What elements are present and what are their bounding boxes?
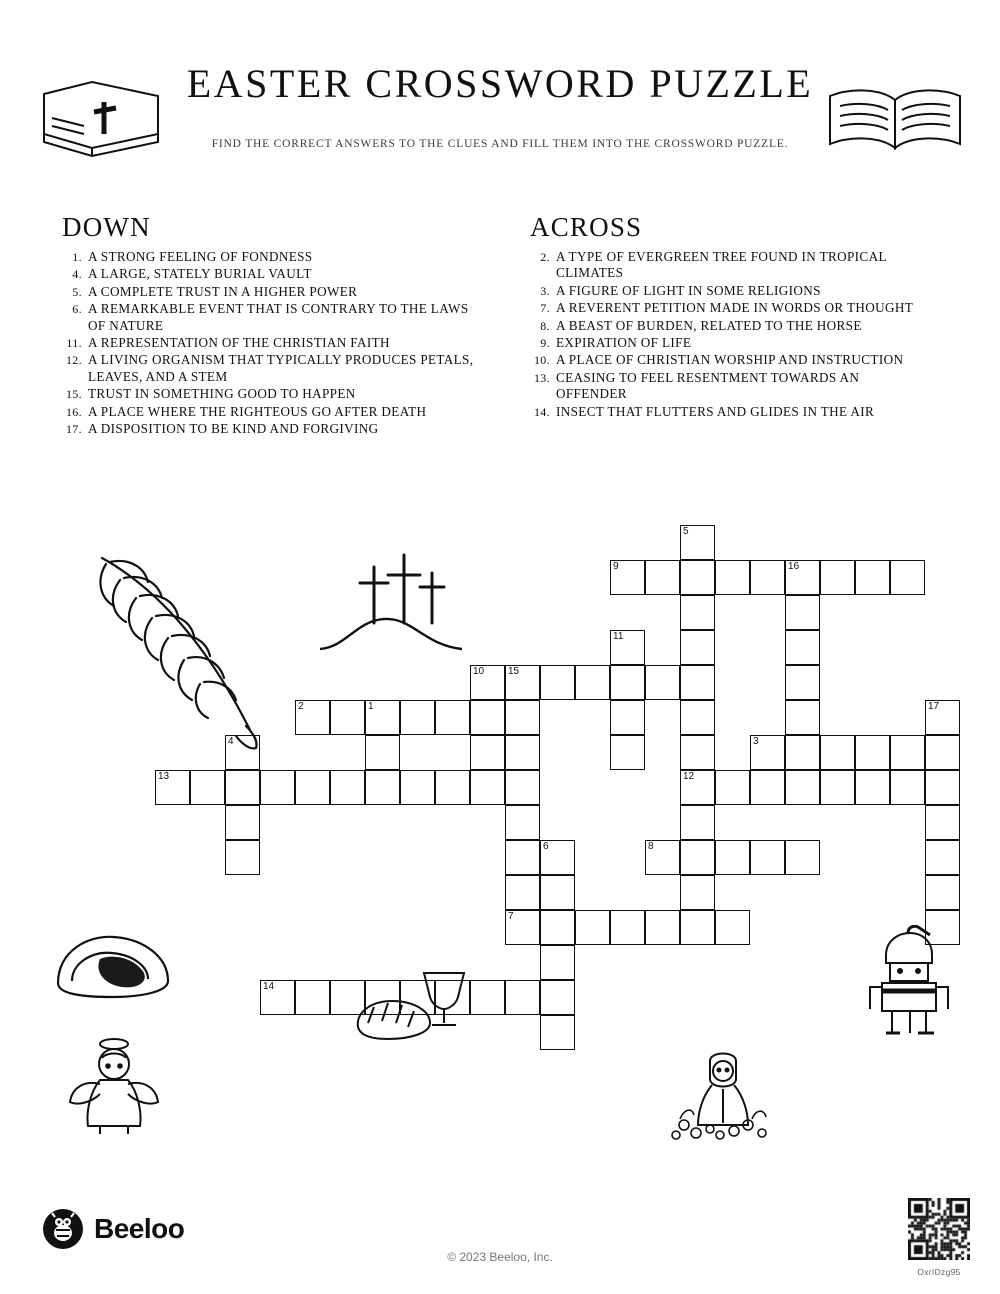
crossword-cell[interactable]	[925, 735, 960, 770]
across-heading: ACROSS	[530, 212, 643, 242]
clue-text: A REPRESENTATION OF THE CHRISTIAN FAITH	[88, 335, 390, 351]
cell-number: 15	[508, 666, 520, 677]
clue-text: A REVERENT PETITION MADE IN WORDS OR THOUGHT	[556, 300, 914, 316]
crossword-cell[interactable]	[645, 910, 680, 945]
clue-item	[530, 335, 930, 351]
crossword-cell[interactable]	[435, 700, 470, 735]
clue-number: 5.	[72, 284, 82, 299]
clue-number: 12.	[65, 353, 82, 368]
crossword-cell[interactable]	[260, 770, 295, 805]
clue-text: A PLACE WHERE THE RIGHTEOUS GO AFTER DEATH	[88, 403, 427, 419]
clue-item	[62, 301, 482, 334]
crossword-cell[interactable]	[505, 735, 540, 770]
clue-text: CEASING TO FEEL RESENTMENT TOWARDS AN OFFENDER	[556, 369, 860, 402]
cell-number: 9	[613, 561, 619, 572]
clue-text: EXPIRATION OF LIFE	[556, 335, 692, 351]
clue-number: 4.	[72, 267, 82, 282]
clue-text: A PLACE OF CHRISTIAN WORSHIP AND INSTRUCTION	[556, 352, 904, 368]
qr-code-icon[interactable]	[908, 1198, 970, 1260]
crossword-cell[interactable]	[645, 665, 680, 700]
clue-text: A BEAST OF BURDEN, RELATED TO THE HORSE	[556, 317, 862, 333]
crossword-cell[interactable]	[715, 770, 750, 805]
clue-item	[62, 352, 482, 385]
across-clue-list	[530, 249, 930, 420]
crossword-cell[interactable]	[610, 735, 645, 770]
crossword-cell[interactable]	[295, 700, 330, 735]
clue-text: A DISPOSITION TO BE KIND AND FORGIVING	[88, 421, 379, 437]
crossword-cell[interactable]	[225, 805, 260, 840]
crossword-cell[interactable]	[680, 875, 715, 910]
clue-item	[530, 318, 930, 334]
clue-number: 2.	[540, 250, 550, 264]
crossword-cell[interactable]	[680, 735, 715, 770]
crossword-cell[interactable]	[645, 840, 680, 875]
crossword-cell[interactable]	[225, 840, 260, 875]
clue-item	[530, 249, 930, 282]
clue-item	[62, 421, 482, 437]
crossword-cell[interactable]	[820, 735, 855, 770]
crossword-cell[interactable]	[505, 700, 540, 735]
crossword-cell[interactable]	[785, 840, 820, 875]
crossword-cell[interactable]	[365, 700, 400, 735]
crossword-cell[interactable]	[365, 770, 400, 805]
across-clues	[530, 212, 930, 421]
clue-number: 6.	[72, 302, 82, 317]
cell-number: 5	[683, 526, 689, 537]
crossword-cell[interactable]	[295, 770, 330, 805]
page-header	[0, 0, 1000, 180]
cell-number: 4	[228, 736, 234, 747]
cell-number: 8	[648, 841, 654, 852]
crossword-cell[interactable]	[680, 525, 715, 560]
crossword-cell[interactable]	[505, 770, 540, 805]
crossword-cell[interactable]	[575, 910, 610, 945]
crossword-cell[interactable]	[610, 700, 645, 735]
crossword-cell[interactable]	[925, 840, 960, 875]
crossword-cell[interactable]	[680, 665, 715, 700]
crossword-cell[interactable]	[855, 770, 890, 805]
copyright-text: © 2023 Beeloo, Inc.	[447, 1250, 553, 1264]
crossword-cell[interactable]	[260, 980, 295, 1015]
crossword-cell[interactable]	[540, 840, 575, 875]
clue-text: A COMPLETE TRUST IN A HIGHER POWER	[88, 283, 358, 299]
crossword-cell[interactable]	[855, 560, 890, 595]
crossword-cell[interactable]	[505, 840, 540, 875]
down-heading: DOWN	[62, 212, 151, 242]
clue-number: 16.	[65, 404, 82, 419]
bread-and-chalice-icon	[352, 965, 472, 1045]
crossword-cell[interactable]	[925, 805, 960, 840]
crossword-cell[interactable]	[785, 595, 820, 630]
cell-number: 10	[473, 666, 485, 677]
crossword-cell[interactable]	[715, 840, 750, 875]
crossword-cell[interactable]	[750, 560, 785, 595]
crossword-cell[interactable]	[925, 875, 960, 910]
crossword-cell[interactable]	[715, 560, 750, 595]
clue-text: A TYPE OF EVERGREEN TREE FOUND IN TROPICAL CLIMATES	[556, 249, 887, 281]
palm-branch-icon	[70, 540, 280, 760]
crossword-cell[interactable]	[505, 665, 540, 700]
crossword-cell[interactable]	[155, 770, 190, 805]
crossword-cell[interactable]	[610, 630, 645, 665]
crossword-cell[interactable]	[540, 665, 575, 700]
crossword-cell[interactable]	[785, 735, 820, 770]
crossword-cell[interactable]	[365, 735, 400, 770]
cell-number: 11	[613, 631, 624, 642]
clue-number: 1.	[72, 250, 82, 264]
three-crosses-hill-icon	[312, 545, 472, 660]
crossword-cell[interactable]	[575, 665, 610, 700]
crossword-cell[interactable]	[750, 735, 785, 770]
crossword-cell[interactable]	[295, 980, 330, 1015]
empty-tomb-icon	[48, 925, 178, 1005]
clue-number: 3.	[540, 283, 550, 298]
clue-number: 14.	[533, 404, 550, 419]
cell-number: 13	[158, 771, 170, 782]
cell-number: 1	[368, 701, 374, 712]
crossword-cell[interactable]	[610, 910, 645, 945]
crossword-cell[interactable]	[540, 945, 575, 980]
jesus-in-flowers-icon	[668, 1045, 778, 1145]
crossword-cell[interactable]	[400, 770, 435, 805]
cell-number: 14	[263, 981, 275, 992]
crossword-cell[interactable]	[540, 980, 575, 1015]
clue-item	[62, 335, 482, 351]
clue-text: A FIGURE OF LIGHT IN SOME RELIGIONS	[556, 282, 821, 298]
crossword-cell[interactable]	[470, 980, 505, 1015]
crossword-cell[interactable]	[680, 630, 715, 665]
down-clues	[62, 212, 482, 438]
clue-item	[62, 266, 482, 282]
bee-icon	[42, 1208, 84, 1250]
brand-name: Beeloo	[94, 1213, 185, 1244]
cell-number: 3	[753, 736, 759, 747]
crossword-cell[interactable]	[505, 910, 540, 945]
clue-text: A LIVING ORGANISM THAT TYPICALLY PRODUCES PETALS, LEAVES, AND A STEM	[88, 352, 474, 384]
crossword-cell[interactable]	[820, 560, 855, 595]
clue-item	[530, 283, 930, 299]
clue-item	[62, 404, 482, 420]
clue-item	[62, 386, 482, 402]
crossword-cell[interactable]	[925, 700, 960, 735]
cell-number: 17	[928, 701, 940, 712]
crossword-cell[interactable]	[890, 560, 925, 595]
clue-item	[530, 404, 930, 420]
clue-text: A LARGE, STATELY BURIAL VAULT	[88, 266, 312, 282]
crossword-cell[interactable]	[785, 700, 820, 735]
clue-item	[530, 370, 930, 403]
clue-number: 7.	[540, 301, 550, 316]
clue-text: INSECT THAT FLUTTERS AND GLIDES IN THE AIR	[556, 403, 875, 419]
clue-number: 11.	[66, 336, 82, 351]
crossword-cell[interactable]	[225, 770, 260, 805]
clue-number: 17.	[65, 422, 82, 437]
crossword-cell[interactable]	[470, 770, 505, 805]
clue-item	[530, 352, 930, 368]
crossword-cell[interactable]	[540, 910, 575, 945]
crossword-cell[interactable]	[855, 735, 890, 770]
clue-number: 13.	[533, 370, 550, 385]
crossword-cell[interactable]	[680, 840, 715, 875]
crossword-cell[interactable]	[470, 665, 505, 700]
clue-text: A REMARKABLE EVENT THAT IS CONTRARY TO THE LAWS OF NATURE	[88, 301, 469, 333]
crossword-cell[interactable]	[330, 770, 365, 805]
cell-number: 6	[543, 841, 549, 852]
crossword-cell[interactable]	[785, 630, 820, 665]
clue-text: A STRONG FEELING OF FONDNESS	[88, 249, 313, 264]
cell-number: 7	[508, 911, 514, 922]
brand-logo	[42, 1208, 184, 1250]
crossword-cell[interactable]	[715, 910, 750, 945]
crossword-cell[interactable]	[785, 560, 820, 595]
crossword-cell[interactable]	[330, 700, 365, 735]
cell-number: 2	[298, 701, 304, 712]
clue-item	[62, 249, 482, 265]
crossword-cell[interactable]	[680, 595, 715, 630]
crossword-cell[interactable]	[890, 770, 925, 805]
page-subtitle: FIND THE CORRECT ANSWERS TO THE CLUES AND FILL THEM INTO THE CROSSWORD PUZZLE.	[211, 138, 789, 150]
crossword-cell[interactable]	[750, 770, 785, 805]
cell-number: 12	[683, 771, 695, 782]
crossword-cell[interactable]	[610, 665, 645, 700]
clue-item	[62, 284, 482, 300]
crossword-cell[interactable]	[785, 665, 820, 700]
crossword-cell[interactable]	[680, 910, 715, 945]
angel-icon	[60, 1030, 170, 1140]
crossword-cell[interactable]	[680, 805, 715, 840]
clue-number: 10.	[533, 353, 550, 368]
open-book-icon	[820, 82, 970, 162]
crossword-cell[interactable]	[540, 875, 575, 910]
clue-number: 8.	[540, 318, 550, 333]
crossword-cell[interactable]	[505, 980, 540, 1015]
crossword-cell[interactable]	[750, 840, 785, 875]
crossword-cell[interactable]	[610, 560, 645, 595]
crossword-cell[interactable]	[470, 700, 505, 735]
crossword-cell[interactable]	[190, 770, 225, 805]
crossword-cell[interactable]	[435, 770, 470, 805]
crossword-cell[interactable]	[540, 1015, 575, 1050]
qr-block	[908, 1198, 970, 1277]
crossword-cell[interactable]	[505, 875, 540, 910]
cell-number: 16	[788, 561, 800, 572]
crossword-cell[interactable]	[925, 770, 960, 805]
crossword-cell[interactable]	[470, 735, 505, 770]
clue-number: 9.	[540, 336, 550, 351]
crossword-cell[interactable]	[645, 560, 680, 595]
crossword-cell[interactable]	[820, 770, 855, 805]
roman-soldier-icon	[848, 925, 968, 1045]
clue-number: 15.	[65, 387, 82, 402]
down-clue-list	[62, 249, 482, 437]
clue-text: TRUST IN SOMETHING GOOD TO HAPPEN	[88, 386, 356, 402]
crossword-cell[interactable]	[680, 700, 715, 735]
crossword-cell[interactable]	[785, 770, 820, 805]
crossword-cell[interactable]	[680, 560, 715, 595]
qr-label: OxrIDzg95	[917, 1267, 961, 1277]
crossword-cell[interactable]	[400, 700, 435, 735]
crossword-cell[interactable]	[890, 735, 925, 770]
page-footer	[0, 1190, 1000, 1294]
page-title: EASTER CROSSWORD PUZZLE	[186, 61, 814, 106]
clue-item	[530, 300, 930, 316]
crossword-cell[interactable]	[680, 770, 715, 805]
crossword-cell[interactable]	[505, 805, 540, 840]
